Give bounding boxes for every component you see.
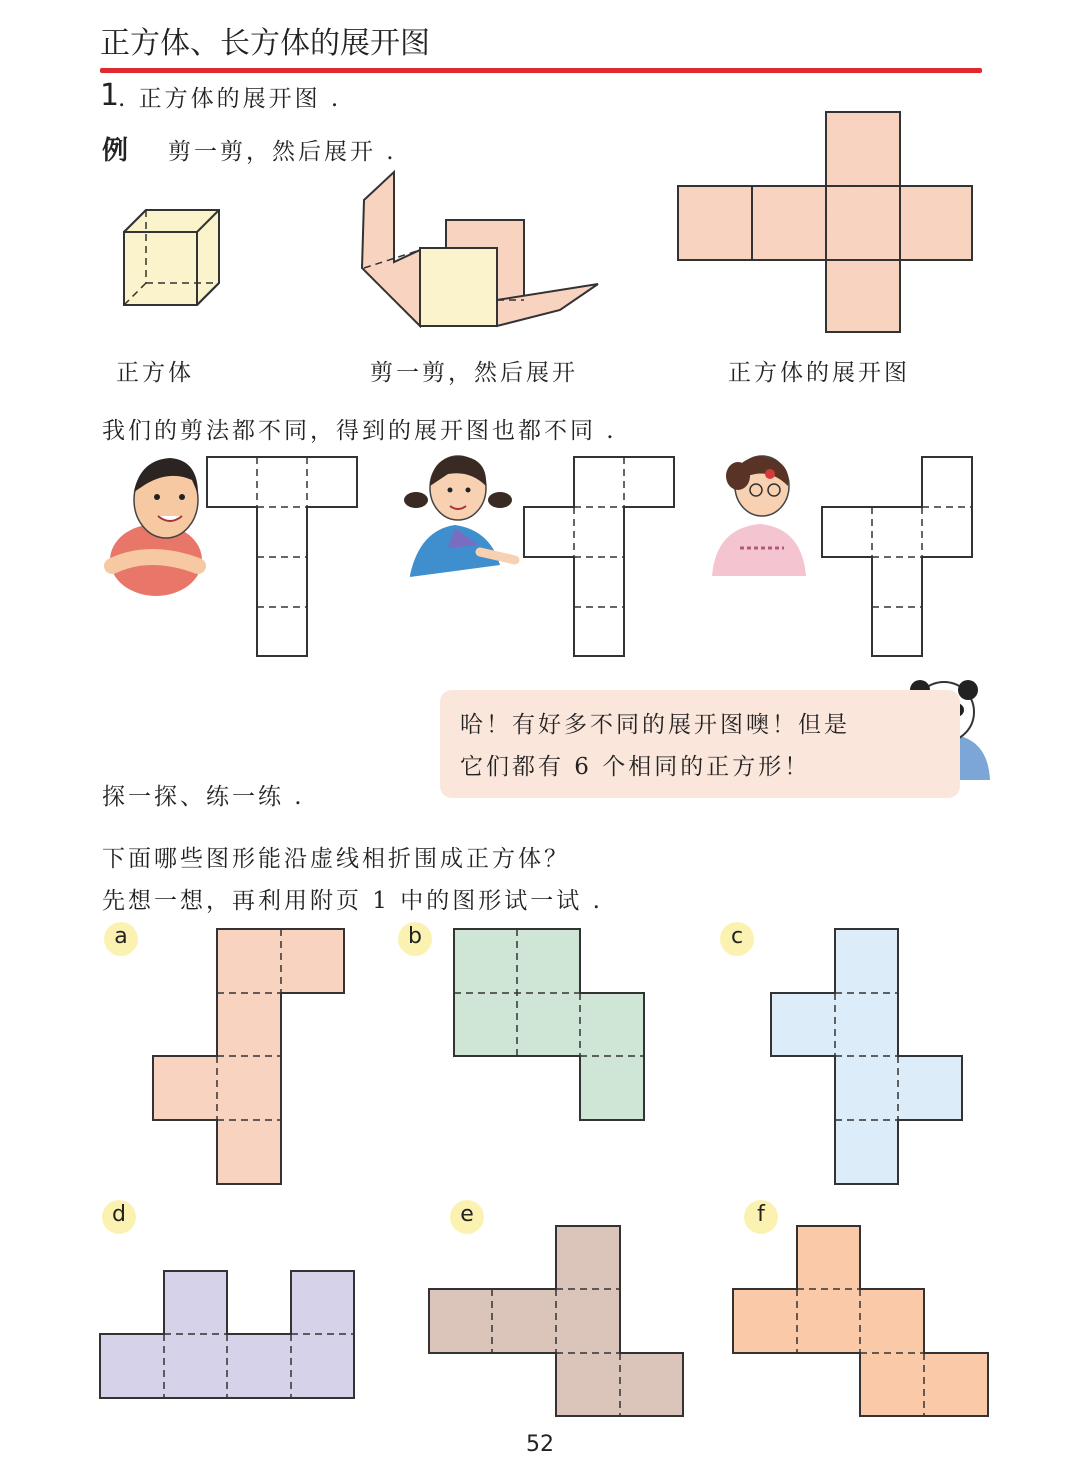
question-line-1: 下面哪些图形能沿虚线相折围成正方体？: [102, 846, 570, 872]
different-nets-note: 我们的剪法都不同，得到的展开图也都不同 .: [102, 418, 617, 444]
net-c: [771, 929, 962, 1184]
example-label: 例: [102, 136, 129, 166]
net-label-f: f: [744, 1200, 778, 1234]
net-b: [454, 929, 644, 1120]
cube-net-cross: [678, 112, 972, 332]
boy-illustration: [110, 458, 202, 596]
girl-glasses-illustration: [712, 456, 806, 576]
example-text: 剪一剪，然后展开 .: [168, 139, 397, 165]
net-a: [153, 929, 344, 1184]
caption-net: 正方体的展开图: [728, 360, 910, 386]
section-number: 1: [100, 78, 120, 113]
cube-figure: [124, 210, 219, 305]
page-title: 正方体、长方体的展开图: [100, 26, 430, 61]
page-number: 52: [526, 1432, 554, 1457]
net-label-e: e: [450, 1200, 484, 1234]
net-label-a: a: [104, 922, 138, 956]
caption-cube: 正方体: [116, 360, 194, 386]
net-label-d: d: [102, 1200, 136, 1234]
question-line-2: 先想一想，再利用附页 1 中的图形试一试 .: [102, 888, 603, 914]
caption-cutting: 剪一剪，然后展开: [370, 360, 578, 386]
section-heading: . 正方体的展开图 .: [118, 86, 342, 112]
bubble-line-2: 它们都有 6 个相同的正方形！: [460, 754, 811, 780]
girl-pigtails-illustration: [404, 456, 515, 577]
net-f: [733, 1226, 988, 1416]
net-label-c: c: [720, 922, 754, 956]
unfolding-figure: [362, 172, 598, 326]
bubble-line-1: 哈！有好多不同的展开图噢！但是: [460, 712, 850, 738]
net-label-b: b: [398, 922, 432, 956]
net-e: [429, 1226, 683, 1416]
explore-heading: 探一探、练一练 .: [102, 784, 305, 810]
